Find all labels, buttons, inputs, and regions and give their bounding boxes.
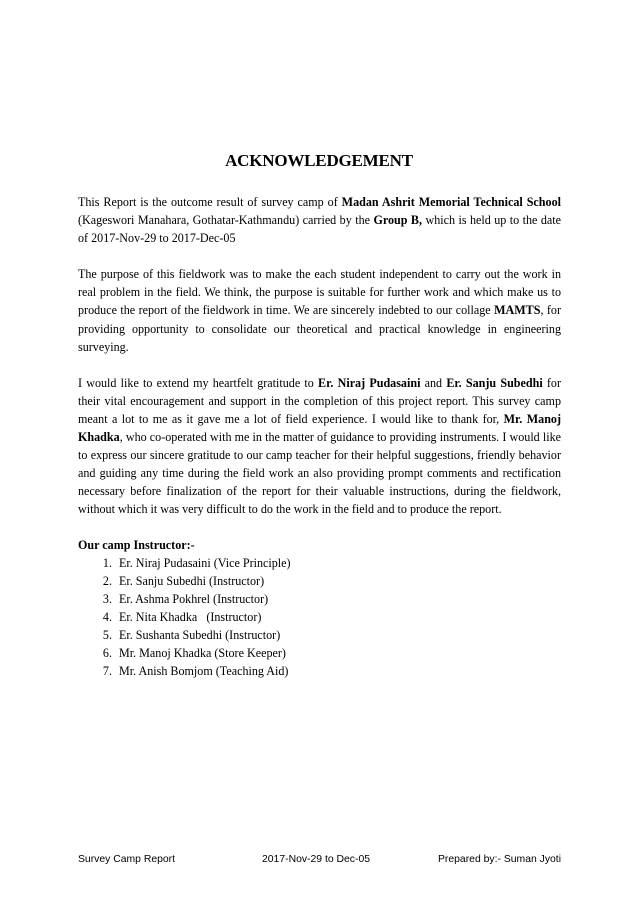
group-name: Group B, xyxy=(373,213,423,228)
school-name: Madan Ashrit Memorial Technical School xyxy=(341,195,561,209)
text-run: The purpose of this fieldwork was to make the each student independent to carry out the work in real problem in the field. We think, the purpose is suitable for further work and which make us to produce the report of the fieldwork in time. We are sincerely indebted to our collage xyxy=(78,267,561,318)
text-run: I would like to extend my heartfelt gratitude to xyxy=(78,375,319,390)
paragraph-intro xyxy=(78,193,561,247)
list-item: 4. Er. Nita Khadka (Instructor) xyxy=(115,608,561,626)
document-body xyxy=(78,193,561,680)
text-run: , who co-operated with me in the matter of guidance to providing instruments. I would like to express our sincere gratitude to our camp teacher for their helpful suggestions, friendly behavior and guiding any time during the field work an also providing prompt comments and rectification necessary before finalization of the report for their valuable instructions, during the fieldwork, without which it was very difficult to do the work in the field and to produce the report. xyxy=(78,430,561,517)
text-run: for their vital encouragement and support in the completion of this project report. This survey camp meant a lot to me as it gave me a lot of field experience. I would like to thank for, xyxy=(78,375,562,426)
instructors-heading: Our camp Instructor:- xyxy=(78,537,195,552)
page-footer xyxy=(78,854,561,870)
text-run: and xyxy=(420,375,447,390)
list-item: 6. Mr. Manoj Khadka (Store Keeper) xyxy=(115,644,561,662)
paragraph-gratitude xyxy=(78,374,561,519)
person-name: Mr. Manoj Khadka xyxy=(78,411,561,445)
text-run: This Report is the outcome result of survey camp of xyxy=(78,195,342,209)
list-item: 7. Mr. Anish Bomjom (Teaching Aid) xyxy=(115,662,561,680)
text-run: which is held up to the date of 2017-Nov-29 to 2017-Dec-05 xyxy=(78,213,561,246)
footer-right: Prepared by:- Suman Jyoti xyxy=(437,854,561,865)
list-item: 2. Er. Sanju Subedhi (Instructor) xyxy=(115,572,561,590)
page-title: ACKNOWLEDGEMENT xyxy=(225,151,413,170)
list-item: 5. Er. Sushanta Subedhi (Instructor) xyxy=(115,626,561,644)
instructors-list xyxy=(78,554,561,681)
text-run: , for providing opportunity to consolidate our theoretical and practical knowledge in engineering surveying. xyxy=(78,303,562,354)
person-name: Er. Niraj Pudasaini xyxy=(318,375,421,390)
list-item: 3. Er. Ashma Pokhrel (Instructor) xyxy=(115,590,561,608)
list-item: 1. Er. Niraj Pudasaini (Vice Principle) xyxy=(115,554,561,572)
paragraph-purpose xyxy=(78,265,561,355)
footer-middle: 2017-Nov-29 to Dec-05 xyxy=(262,854,371,865)
footer-left: Survey Camp Report xyxy=(78,854,176,865)
college-abbrev: MAMTS xyxy=(494,303,541,318)
text-run: (Kageswori Manahara, Gothatar-Kathmandu) carried by the xyxy=(78,213,374,228)
person-name: Er. Sanju Subedhi xyxy=(446,375,543,390)
